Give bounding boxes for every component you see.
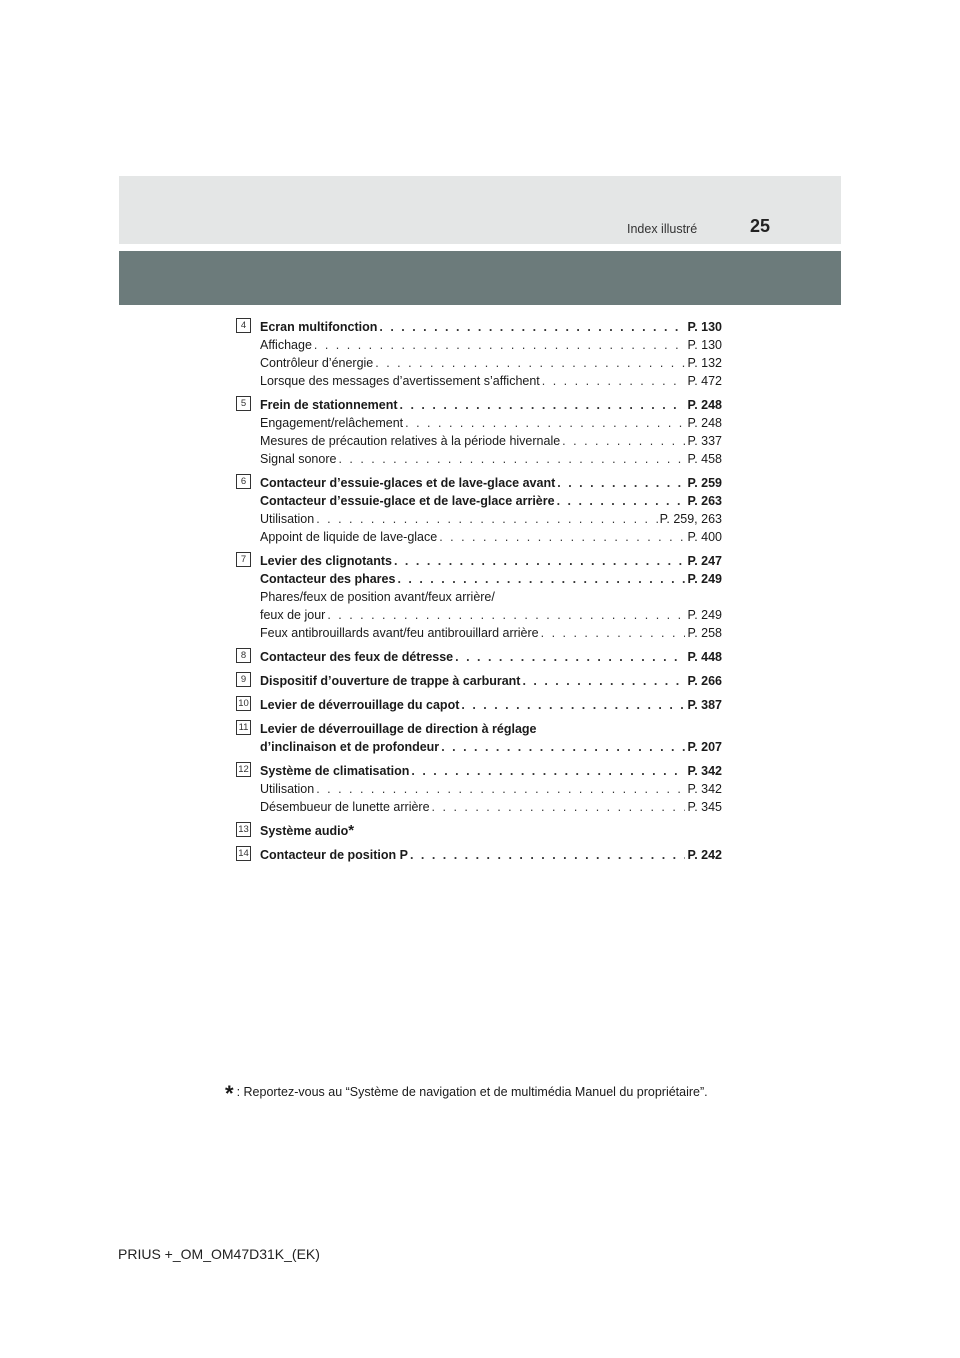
leader-dots [316,780,685,798]
index-item-label: Utilisation [260,512,315,526]
page-reference: P. 342 [687,782,722,796]
leader-dots [314,336,686,354]
index-heading-line [260,720,722,738]
page-reference: P. 132 [687,356,722,370]
callout-number-badge: 4 [236,318,251,333]
index-sub-line [260,624,722,642]
leader-dots [411,762,685,780]
leader-dots [397,570,685,588]
index-heading-line [260,570,722,588]
leader-dots [394,552,685,570]
index-entry [236,474,722,546]
index-sub-line [260,588,722,606]
index-sub-line [260,510,722,528]
index-entry-body [236,846,722,864]
leader-dots [542,372,686,390]
callout-number-badge: 13 [236,822,251,837]
index-entry-body [236,672,722,690]
index-entry-body [236,474,722,546]
index-entry-body [236,720,722,756]
index-heading-line [260,846,722,864]
callout-number-badge: 10 [236,696,251,711]
index-entry [236,822,722,840]
footnote-text: : Reportez-vous au “Système de navigation et de multimédia Manuel du propriétaire”. [236,1085,708,1099]
index-entry-body [236,696,722,714]
index-item-label: feux de jour [260,608,326,622]
page-reference: P. 342 [687,764,722,778]
leader-dots [338,450,685,468]
page-reference: P. 248 [687,416,722,430]
page-reference: P. 248 [687,398,722,412]
index-sub-line [260,606,722,624]
page-reference: P. 345 [687,800,722,814]
page-reference: P. 387 [687,698,722,712]
leader-dots [379,318,685,336]
section-banner [119,251,841,305]
index-item-label: Engagement/relâchement [260,416,404,430]
index-item-label: Contacteur des phares [260,572,396,586]
index-entry [236,762,722,816]
index-heading-line [260,822,722,840]
index-item-label: Contacteur d’essuie-glaces et de lave-glace avant [260,476,556,490]
page-reference: P. 448 [687,650,722,664]
index-item-label: Feux antibrouillards avant/feu antibrouillard arrière [260,626,539,640]
index-sub-line [260,354,722,372]
page-reference: P. 259 [687,476,722,490]
page-number: 25 [750,216,771,236]
header-band [119,176,841,244]
page-reference: P. 249 [687,608,722,622]
leader-dots [432,798,686,816]
index-item-label: Système audio [260,824,349,838]
index-entry [236,846,722,864]
leader-dots [461,696,685,714]
index-item-label: Désembueur de lunette arrière [260,800,430,814]
index-heading-line [260,318,722,336]
leader-dots [439,528,685,546]
callout-number-badge: 14 [236,846,251,861]
callout-number-badge: 5 [236,396,251,411]
page-reference: P. 400 [687,530,722,544]
footnote [225,1081,708,1107]
leader-dots [522,672,685,690]
index-item-label: Phares/feux de position avant/feux arrière/ [260,590,495,604]
index-sub-line [260,450,722,468]
index-entry [236,672,722,690]
index-heading-line [260,762,722,780]
footnote-marker: * [225,1081,234,1106]
index-item-label: Mesures de précaution relatives à la période hivernale [260,434,561,448]
index-item-label: Signal sonore [260,452,337,466]
index-heading-line [260,492,722,510]
index-item-label: Levier de déverrouillage de direction à réglage [260,722,537,736]
leader-dots [557,492,686,510]
index-item-label: Contacteur d’essuie-glace et de lave-glace arrière [260,494,555,508]
leader-dots [316,510,657,528]
index-item-label: Appoint de liquide de lave-glace [260,530,438,544]
leader-dots [405,414,685,432]
callout-number-badge: 11 [236,720,251,735]
callout-number-badge: 12 [236,762,251,777]
index-heading-line [260,552,722,570]
leader-dots [541,624,686,642]
index-sub-line [260,336,722,354]
index-heading-line [260,648,722,666]
index-item-label: Affichage [260,338,312,352]
index-entry [236,696,722,714]
page-reference: P. 266 [687,674,722,688]
leader-dots [441,738,685,756]
page-reference: P. 249 [687,572,722,586]
page-reference: P. 259, 263 [659,512,722,526]
leader-dots [410,846,686,864]
index-heading-line [260,696,722,714]
index-item-label: Levier de déverrouillage du capot [260,698,460,712]
index-entry-body [236,762,722,816]
index-entry-body [236,318,722,390]
index-sub-line [260,798,722,816]
index-entry-body [236,648,722,666]
index-sub-line [260,414,722,432]
index-item-label: Contacteur des feux de détresse [260,650,454,664]
document-code: PRIUS +_OM_OM47D31K_(EK) [118,1246,320,1262]
page-reference: P. 337 [687,434,722,448]
index-sub-line [260,780,722,798]
page-reference: P. 263 [687,494,722,508]
index-entry-body [236,822,722,840]
page-reference: P. 130 [687,338,722,352]
index-item-label: Contrôleur d’énergie [260,356,374,370]
section-label: Index illustré [627,222,698,236]
index-sub-line [260,432,722,450]
index-item-label: Lorsque des messages d’avertissement s’affichent [260,374,540,388]
index-heading-line [260,672,722,690]
leader-dots [400,396,686,414]
callout-number-badge: 6 [236,474,251,489]
index-entry [236,396,722,468]
index-item-label: Utilisation [260,782,315,796]
page-reference: P. 472 [687,374,722,388]
index-heading-line [260,738,722,756]
index-item-label: Frein de stationnement [260,398,398,412]
callout-number-badge: 8 [236,648,251,663]
index-heading-line [260,396,722,414]
index-entry [236,552,722,642]
leader-dots [557,474,685,492]
leader-dots [455,648,685,666]
callout-number-badge: 7 [236,552,251,567]
callout-number-badge: 9 [236,672,251,687]
index-item-label: Dispositif d’ouverture de trappe à carburant [260,674,521,688]
index-item-label: Ecran multifonction [260,320,378,334]
page-reference: P. 458 [687,452,722,466]
page-reference: P. 247 [687,554,722,568]
index-entry [236,648,722,666]
page-reference: P. 242 [687,848,722,862]
index-item-label: Contacteur de position P [260,848,408,862]
leader-dots [562,432,685,450]
index-heading-line [260,474,722,492]
index-entry-body [236,396,722,468]
page-reference: P. 258 [687,626,722,640]
index-item-label: Système de climatisation [260,764,410,778]
page-reference: P. 130 [687,320,722,334]
index-list [236,318,722,870]
index-entry-body [236,552,722,642]
leader-dots [327,606,685,624]
index-item-label: Levier des clignotants [260,554,392,568]
footnote-reference: * [348,822,355,839]
index-sub-line [260,528,722,546]
index-item-label: d’inclinaison et de profondeur [260,740,440,754]
index-entry [236,318,722,390]
leader-dots [375,354,685,372]
page-reference: P. 207 [687,740,722,754]
index-entry [236,720,722,756]
index-sub-line [260,372,722,390]
